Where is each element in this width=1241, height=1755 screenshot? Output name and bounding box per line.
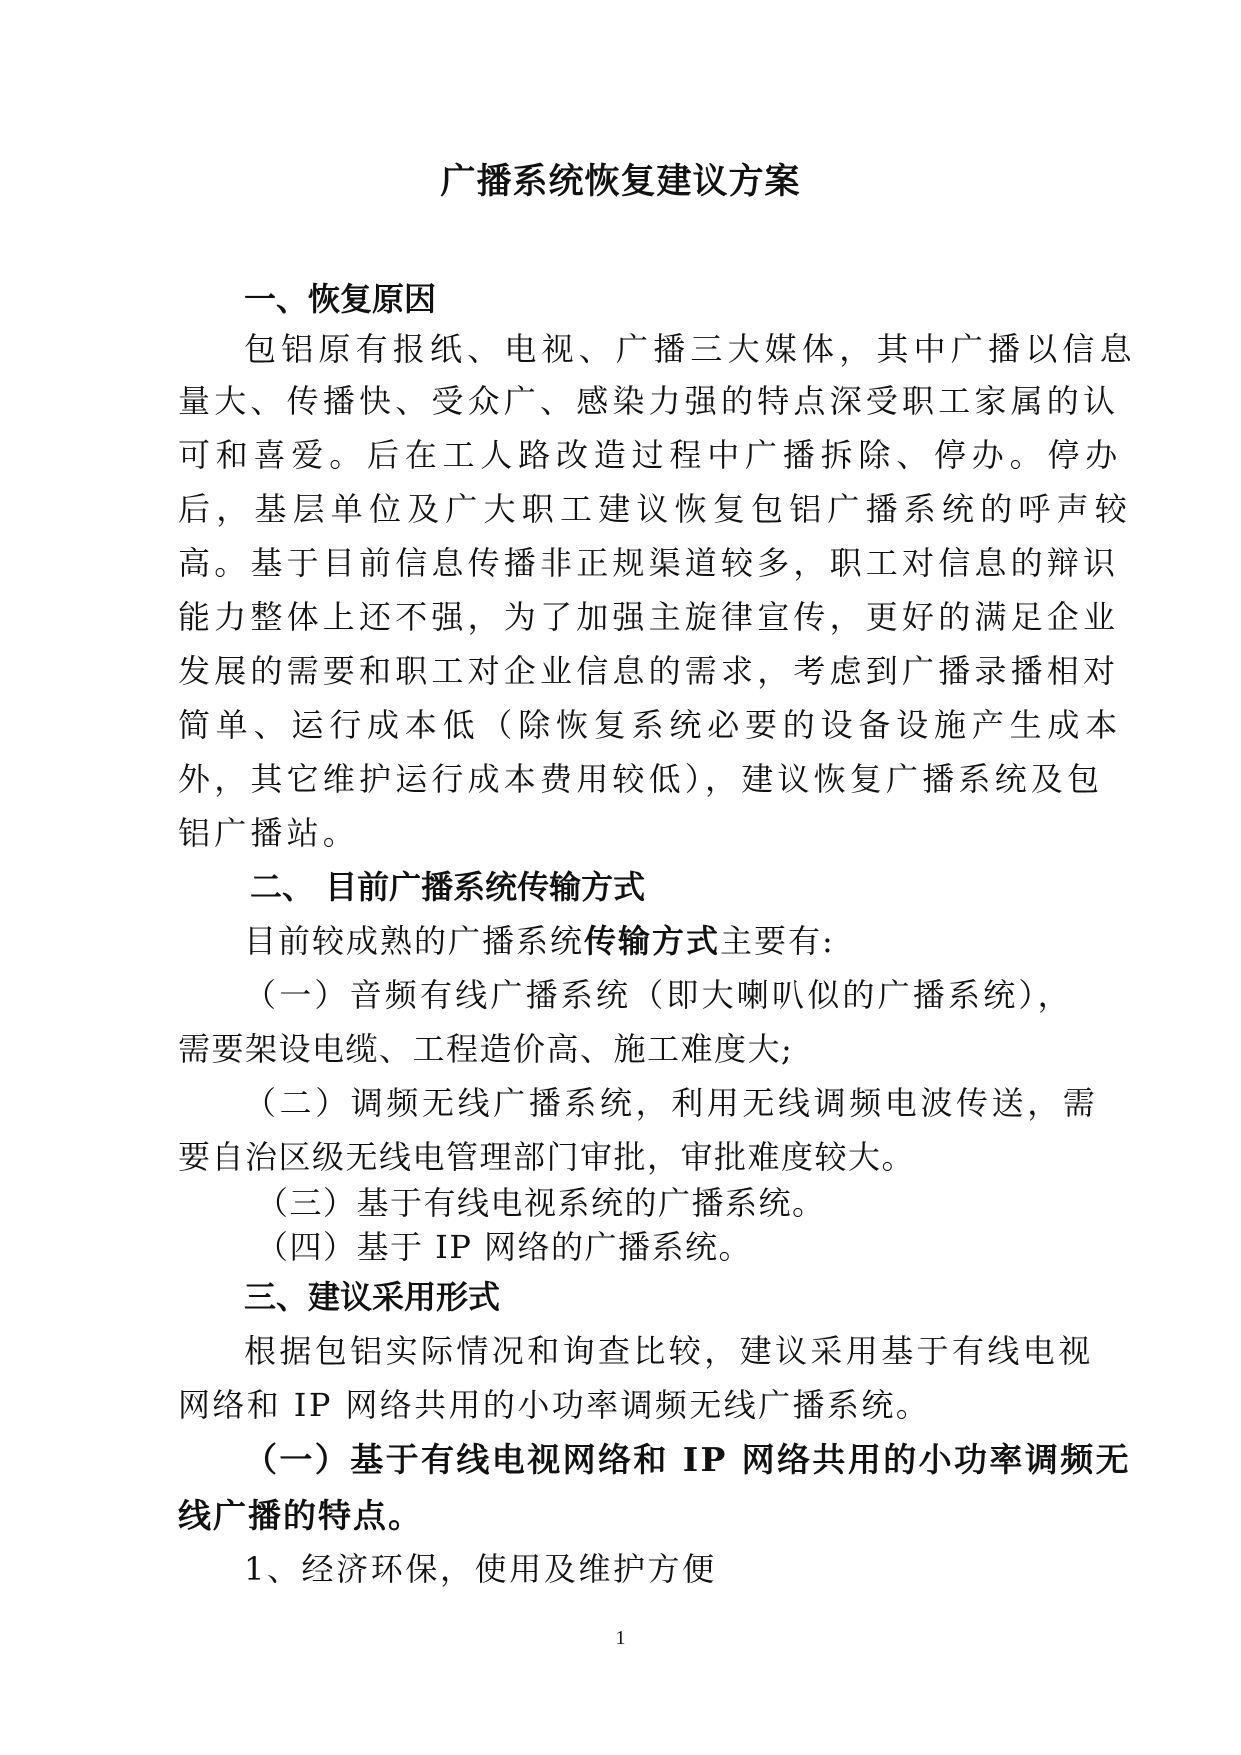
paragraph-line: 铝广播站。 [178,814,360,852]
list-item: （二）调频无线广播系统，利用无线调频电波传送，需 [244,1084,1099,1122]
subheading-line: （一）基于有线电视网络和 IP 网络共用的小功率调频无 [244,1440,1132,1479]
list-item: （四）基于 IP 网络的广播系统。 [256,1228,753,1266]
subheading-line: 线广播的特点。 [178,1496,423,1535]
intro-bold-text: 传输方式 [584,922,721,960]
paragraph-line: 外，其它维护运行成本费用较低），建议恢复广播系统及包 [178,760,1104,798]
paragraph-line: 需要架设电缆、工程造价高、施工难度大; [178,1030,794,1068]
paragraph-line: 简单、运行成本低（除恢复系统必要的设备设施产生成本 [178,706,1124,744]
section-heading-2: 二、 目前广播系统传输方式 [250,868,646,906]
paragraph-line: 能力整体上还不强，为了加强主旋律宣传，更好的满足企业 [178,598,1120,636]
paragraph-line: 根据包铝实际情况和询查比较，建议采用基于有线电视 [244,1332,1094,1370]
paragraph-line: 发展的需要和职工对企业信息的需求，考虑到广播录播相对 [178,652,1120,690]
page-title: 广播系统恢复建议方案 [440,161,801,202]
paragraph-line: 可和喜爱。后在工人路改造过程中广播拆除、停办。停办 [178,436,1124,474]
paragraph-line: 网络和 IP 网络共用的小功率调频无线广播系统。 [178,1386,931,1424]
list-item: （三）基于有线电视系统的广播系统。 [256,1184,826,1222]
paragraph-line: 量大、传播快、受众广、感染力强的特点深受职工家属的认 [178,382,1120,420]
paragraph-line [244,916,835,962]
paragraph-line: 后，基层单位及广大职工建议恢复包铝广播系统的呼声较 [178,490,1134,528]
section-heading-1: 一、恢复原因 [244,280,437,318]
intro-text: 目前较成熟的广播系统 [244,922,585,960]
paragraph-line: 高。基于目前信息传播非正规渠道较多，职工对信息的辩识 [178,544,1120,582]
page-number: 1 [615,1627,626,1649]
list-item: 1、经济环保，使用及维护方便 [244,1550,717,1588]
section-heading-3: 三、建议采用形式 [244,1278,501,1316]
paragraph-line: 包铝原有报纸、电视、广播三大媒体，其中广播以信息 [244,330,1137,368]
paragraph-line: 要自治区级无线电管理部门审批，审批难度较大。 [178,1138,916,1176]
intro-text: 主要有: [720,922,835,960]
list-item: （一）音频有线广播系统（即大喇叭似的广播系统）， [244,976,1073,1014]
